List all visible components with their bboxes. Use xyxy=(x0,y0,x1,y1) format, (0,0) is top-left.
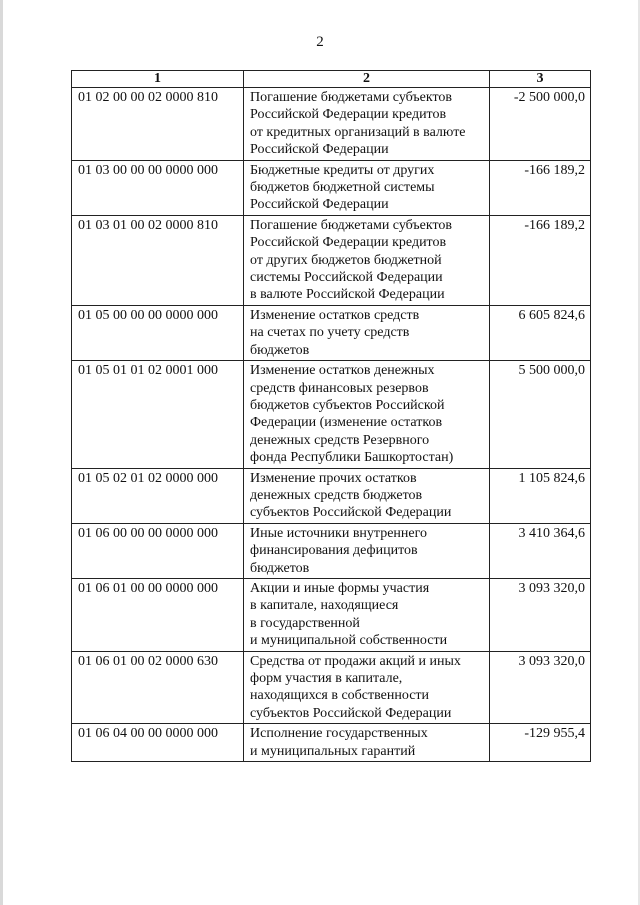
source-name-line: фонда Республики Башкортостан) xyxy=(250,450,454,466)
source-name-line: системы Российской Федерации xyxy=(250,270,443,286)
source-name xyxy=(244,523,490,578)
source-name-line: Изменение остатков средств xyxy=(250,307,420,323)
source-name-line: бюджетов субъектов Российской xyxy=(250,397,445,413)
source-name-line: Российской Федерации xyxy=(250,197,389,213)
scan-edge-left xyxy=(0,0,3,905)
source-name-line: денежных средств бюджетов xyxy=(250,487,423,503)
source-name-line: денежных средств Резервного xyxy=(250,432,430,448)
source-name-line: в капитале, находящиеся xyxy=(250,598,399,614)
source-name-line: финансирования дефицитов xyxy=(250,543,418,559)
amount-value: 1 105 824,6 xyxy=(490,468,591,523)
table-header-row xyxy=(72,71,591,88)
source-name-line: и муниципальных гарантий xyxy=(250,743,416,759)
table-row xyxy=(72,160,591,215)
source-name xyxy=(244,88,490,161)
budget-sources-table xyxy=(71,70,591,762)
source-name-line: Средства от продажи акций и иных xyxy=(250,653,461,669)
amount-value: -166 189,2 xyxy=(490,215,591,305)
table-body xyxy=(72,88,591,762)
source-name-line: Погашение бюджетами субъектов xyxy=(250,217,453,233)
amount-value: 3 093 320,0 xyxy=(490,651,591,724)
table-row xyxy=(72,724,591,762)
source-name-line: в государственной xyxy=(250,615,360,631)
source-name-line: форм участия в капитале, xyxy=(250,671,403,686)
header-col-2: 2 xyxy=(244,71,490,88)
amount-value: -166 189,2 xyxy=(490,160,591,215)
source-name-line: бюджетов бюджетной системы xyxy=(250,180,435,196)
table-row xyxy=(72,88,591,161)
table-row xyxy=(72,361,591,468)
source-name-line: Бюджетные кредиты от других xyxy=(250,162,435,178)
source-name-line: средств финансовых резервов xyxy=(250,380,429,396)
source-name-line: субъектов Российской Федерации xyxy=(250,705,452,721)
source-name-line: находящихся в собственности xyxy=(250,688,430,704)
source-name-line: от кредитных организаций в валюте xyxy=(250,124,466,140)
header-col-1: 1 xyxy=(72,71,244,88)
budget-classification-code: 01 03 01 00 02 0000 810 xyxy=(72,215,244,305)
budget-classification-code: 01 06 04 00 00 0000 000 xyxy=(72,724,244,762)
amount-value: -2 500 000,0 xyxy=(490,88,591,161)
page-number: 2 xyxy=(316,34,324,50)
table-row xyxy=(72,523,591,578)
source-name-line: Иные источники внутреннего xyxy=(250,525,428,541)
source-name xyxy=(244,468,490,523)
source-name-line: от других бюджетов бюджетной xyxy=(250,252,442,268)
source-name-line: на счетах по учету средств xyxy=(250,325,410,341)
source-name-line: в валюте Российской Федерации xyxy=(250,287,445,303)
source-name-line: бюджетов xyxy=(250,560,310,576)
amount-value: 3 093 320,0 xyxy=(490,578,591,651)
source-name xyxy=(244,578,490,651)
source-name xyxy=(244,361,490,468)
table-row xyxy=(72,578,591,651)
source-name-line: субъектов Российской Федерации xyxy=(250,505,452,521)
source-name-line: Акции и иные формы участия xyxy=(250,580,430,596)
source-name xyxy=(244,305,490,360)
source-name-line: Погашение бюджетами субъектов xyxy=(250,90,453,105)
budget-classification-code: 01 06 01 00 02 0000 630 xyxy=(72,651,244,724)
budget-classification-code: 01 06 00 00 00 0000 000 xyxy=(72,523,244,578)
source-name xyxy=(244,724,490,762)
table-row xyxy=(72,305,591,360)
source-name-line: и муниципальной собственности xyxy=(250,633,448,649)
source-name-line: Российской Федерации xyxy=(250,142,389,158)
source-name-line: бюджетов xyxy=(250,342,310,358)
amount-value: 6 605 824,6 xyxy=(490,305,591,360)
budget-classification-code: 01 05 01 01 02 0001 000 xyxy=(72,361,244,468)
source-name-line: Российской Федерации кредитов xyxy=(250,235,447,251)
header-col-3: 3 xyxy=(490,71,591,88)
source-name-line: Российской Федерации кредитов xyxy=(250,107,447,123)
table-row xyxy=(72,468,591,523)
budget-classification-code: 01 06 01 00 00 0000 000 xyxy=(72,578,244,651)
source-name-line: Федерации (изменение остатков xyxy=(250,415,443,431)
source-name-line: Изменение остатков денежных xyxy=(250,363,435,379)
source-name xyxy=(244,160,490,215)
source-name-line: Исполнение государственных xyxy=(250,726,428,742)
amount-value: -129 955,4 xyxy=(490,724,591,762)
table-row xyxy=(72,651,591,724)
amount-value: 5 500 000,0 xyxy=(490,361,591,468)
amount-value: 3 410 364,6 xyxy=(490,523,591,578)
source-name xyxy=(244,651,490,724)
budget-classification-code: 01 05 00 00 00 0000 000 xyxy=(72,305,244,360)
source-name-line: Изменение прочих остатков xyxy=(250,470,417,486)
table-row xyxy=(72,215,591,305)
budget-classification-code: 01 02 00 00 02 0000 810 xyxy=(72,88,244,161)
budget-classification-code: 01 03 00 00 00 0000 000 xyxy=(72,160,244,215)
budget-classification-code: 01 05 02 01 02 0000 000 xyxy=(72,468,244,523)
source-name xyxy=(244,215,490,305)
